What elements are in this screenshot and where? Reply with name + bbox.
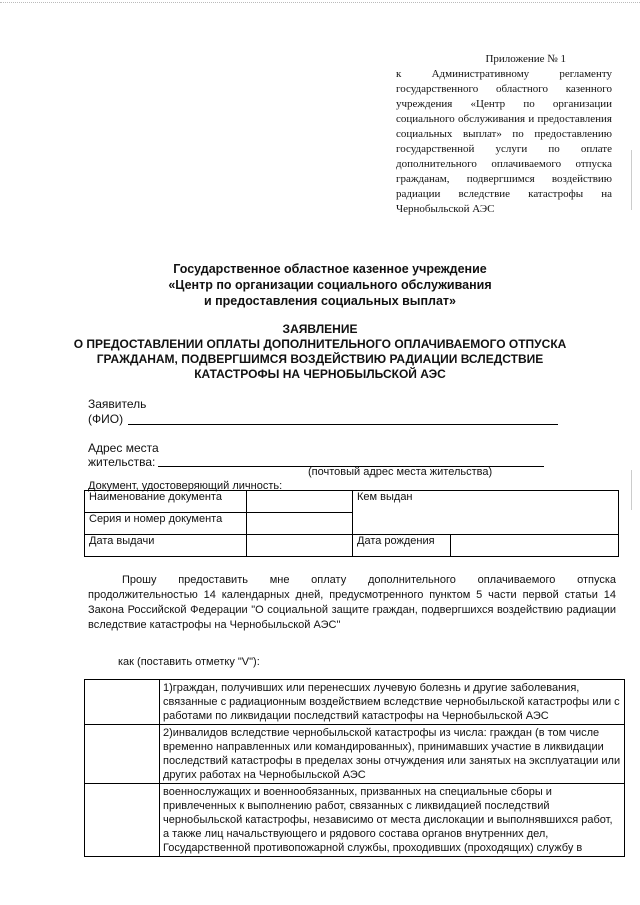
request-paragraph (88, 573, 616, 633)
form-title: ЗАЯВЛЕНИЕ (282, 322, 358, 336)
options-table (84, 679, 625, 857)
id-document-table (84, 490, 619, 557)
birth-date-input[interactable] (451, 535, 619, 557)
doc-series-input[interactable] (247, 513, 353, 535)
address-label-2: жительства: (88, 455, 156, 469)
birth-date-label: Дата рождения (353, 535, 451, 557)
option-checkbox-cell[interactable] (85, 680, 160, 725)
scan-artifact-edge (631, 470, 632, 510)
instruction-text: как (поставить отметку "V"): (118, 656, 260, 668)
id-document-label: Документ, удостоверяющий личность: (88, 480, 283, 492)
issued-by-cell[interactable] (353, 491, 619, 535)
applicant-label: Заявитель (88, 397, 147, 411)
option-checkbox-cell[interactable] (85, 784, 160, 857)
org-line: Государственное областное казенное учреждение (173, 262, 487, 276)
form-subtitle-line: ГРАЖДАНАМ, ПОДВЕРГШИМСЯ ВОЗДЕЙСТВИЮ РАДИАЦИИ ВСЛЕДСТВИЕ (96, 352, 544, 366)
organization-name (0, 261, 640, 309)
option-text: 1)граждан, получивших или перенесших лучевую болезнь и другие заболевания, связанные с радиационным воздействием вследствие чернобыльской катастрофы или с работами по ликвидации последствий катастрофы на Чернобыльской АЭС (160, 680, 625, 725)
doc-name-label: Наименование документа (85, 491, 247, 513)
org-line: «Центр по организации социального обслуживания (168, 278, 492, 292)
doc-series-label: Серия и номер документа (85, 513, 247, 535)
address-label: Адрес места (88, 441, 159, 455)
org-line: и предоставления социальных выплат» (203, 294, 457, 308)
issued-by-label: Кем выдан (357, 491, 413, 503)
form-subtitle-line: КАТАСТРОФЫ НА ЧЕРНОБЫЛЬСКОЙ АЭС (194, 367, 446, 381)
scan-artifact-top (0, 2, 640, 6)
doc-date-label: Дата выдачи (85, 535, 247, 557)
address-hint: (почтовый адрес места жительства) (308, 466, 493, 478)
scan-artifact-edge (631, 150, 632, 210)
doc-name-input[interactable] (247, 491, 353, 513)
option-text: военнослужащих и военнообязанных, призванных на специальные сборы и привлеченных к выполнению работ, связанных с ликвидацией последствий чернобыльской катастрофы, независимо от места дислокации и выполнявшихся работ, а также лиц начальствующего и рядового состава органов внутренних дел, Государственной противопожарной службы, проходивших (проходящих) службу в (160, 784, 625, 857)
appendix-number: Приложение № 1 (485, 53, 566, 65)
appendix-text: к Административному регламенту государственного областного казенного учреждения «Центр по организации социального обслуживания и предоставления социальных выплат» по предоставлению государственной услуги по оплате дополнительного оплачиваемого отпуска гражданам, подвергшимся воздействию радиации вследствие катастрофы на Чернобыльской АЭС (396, 68, 612, 215)
request-text: Прошу предоставить мне оплату дополнительного оплачиваемого отпуска продолжительностью 14 календарных дней, предусмотренного пунктом 5 части первой статьи 14 Закона Российской Федерации "О социальной защите граждан, подвергшихся воздействию радиации вследствие катастрофы на Чернобыльской АЭС" (88, 574, 616, 631)
applicant-fio-field[interactable] (128, 424, 558, 425)
form-subtitle-line: О ПРЕДОСТАВЛЕНИИ ОПЛАТЫ ДОПОЛНИТЕЛЬНОГО ОПЛАЧИВАЕМОГО ОТПУСКА (73, 337, 567, 351)
appendix-block (396, 52, 612, 217)
doc-date-input[interactable] (247, 535, 353, 557)
option-checkbox-cell[interactable] (85, 725, 160, 784)
option-text: 2)инвалидов вследствие чернобыльской катастрофы из числа: граждан (в том числе временно направленных или командированных), принимавших участие в ликвидации последствий катастрофы в пределах зоны отчуждения или занятых на эксплуатации или других работах на Чернобыльской АЭС (160, 725, 625, 784)
applicant-fio-label: (ФИО) (88, 412, 124, 426)
form-heading (0, 322, 640, 382)
